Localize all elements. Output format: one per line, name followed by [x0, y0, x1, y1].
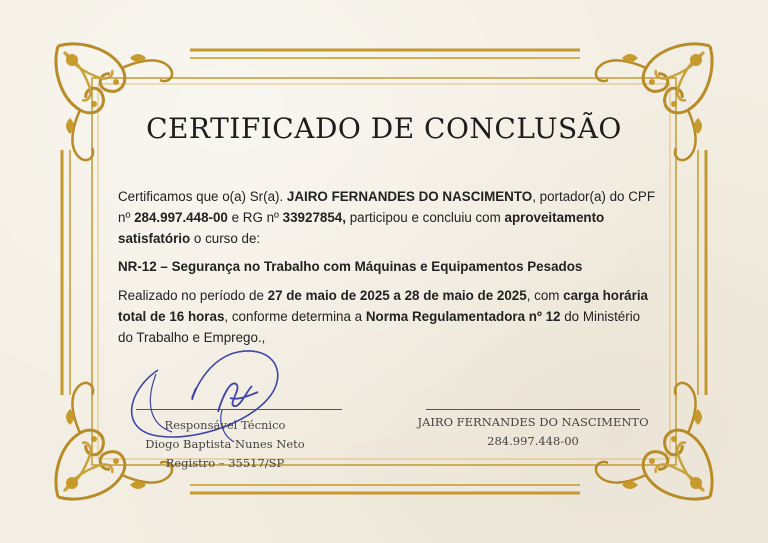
- intro-text-d: participou e concluiu com: [345, 210, 505, 225]
- period-text-b: , com: [526, 288, 564, 303]
- signer-registration: Registro – 35517/SP: [165, 456, 285, 470]
- recipient-name: JAIRO FERNANDES DO NASCIMENTO: [286, 189, 533, 204]
- intro-text-e: o curso de:: [190, 231, 261, 246]
- signature-block-left: [120, 416, 330, 473]
- intro-text-a: Certificamos que o(a) Sr(a).: [118, 189, 287, 204]
- course-name: NR-12 – Segurança no Trabalho com Máquinas e Equipamentos Pesados: [118, 259, 583, 274]
- period-paragraph: [118, 285, 658, 348]
- approval-text: aproveitamento satisfatório: [118, 210, 605, 246]
- intro-text-c: e RG nº: [227, 210, 283, 225]
- period-text-a: Realizado no período de: [118, 288, 268, 303]
- signer-name-left: Diogo Baptista Nunes Neto: [145, 437, 305, 451]
- recipient-rg: 33927854,: [282, 210, 346, 225]
- intro-text-b: , portador(a) do CPF nº: [118, 189, 656, 225]
- signer-cpf-right: 284.997.448-00: [487, 434, 579, 448]
- signature-block-right: [400, 413, 666, 451]
- signature-line-right: [426, 409, 640, 410]
- period-text-d: do Ministério do Trabalho e Emprego.,: [118, 309, 641, 345]
- period-text-c: , conforme determina a: [224, 309, 366, 324]
- recipient-cpf: 284.997.448-00: [134, 210, 228, 225]
- course-hours: carga horária total de 16 horas: [118, 288, 649, 324]
- intro-paragraph: [118, 186, 658, 249]
- signer-name-right: JAIRO FERNANDES DO NASCIMENTO: [417, 415, 649, 429]
- course-period: 27 de maio de 2025 a 28 de maio de 2025: [267, 288, 527, 303]
- regulation-name: Norma Regulamentadora nº 12: [365, 309, 561, 324]
- signer-role: Responsável Técnico: [164, 418, 286, 432]
- certificate-title: CERTIFICADO DE CONCLUSÃO: [146, 112, 622, 145]
